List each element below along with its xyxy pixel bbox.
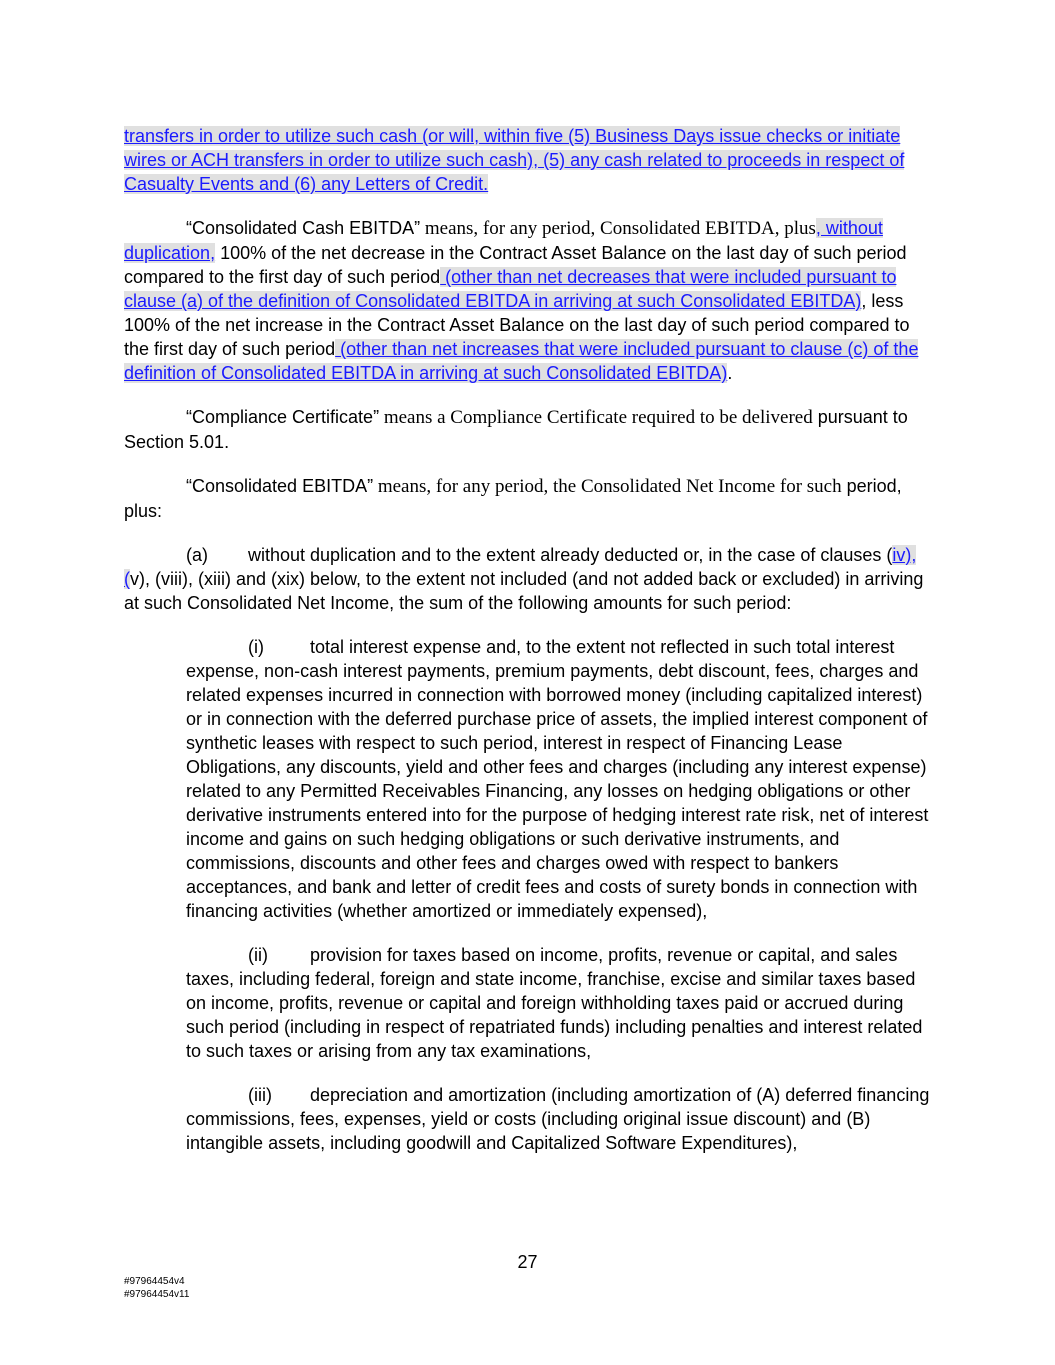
item-ii: (ii) provision for taxes based on income, profits, revenue or capital, and sales taxes, including federal, foreign and state income, franchise, excise and similar taxes based on income, profits, revenue or capital and foreign withholding taxes paid or accrued during such period (including in respect of repatriated funds) including penalties and interest related to such taxes or arising from any tax examinations,	[186, 945, 923, 1061]
item-label: (i)	[248, 637, 264, 657]
inserted-text: , without duplication,	[124, 218, 883, 263]
document-body	[124, 124, 930, 1175]
inserted-text: (other than net increases that were included pursuant to clause (c) of the definition of Consolidated EBITDA in arriving at such Consolidated EBITDA)	[124, 339, 919, 383]
item-i: (i) total interest expense and, to the extent not reflected in such total interest expense, non-cash interest payments, premium payments, debt discount, fees, charges and related expenses incurred in connection with borrowed money (including capitalized interest) or in connection with the deferred purchase price of assets, the implied interest component of synthetic leases with respect to such period, interest in respect of Financing Lease Obligations, any discounts, yield and other fees and charges (including any interest expense) related to any Permitted Receivables Financing, any losses on hedging obligations or other derivative instruments entered into for the purpose of hedging interest rate risk, net of interest income and gains on such hedging obligations or such derivative instruments, and commissions, discounts and other fees and charges owed with respect to bankers acceptances, and bank and letter of credit fees and costs of surety bonds in connection with financing activities (whether amortized or immediately expensed),	[186, 637, 929, 921]
defined-term: “Consolidated EBITDA”	[186, 476, 374, 496]
document-id	[124, 1275, 189, 1301]
clause-label: (a)	[186, 545, 208, 565]
definition-consolidated-cash-ebitda: “Consolidated Cash EBITDA” means, for any period, Consolidated EBITDA, plus, without duplication, 100% of the net decrease in the Contract Asset Balance on the last day of such period compared to the first day of such period (other than net decreases that were included pursuant to clause (a) of the definition of Consolidated EBITDA in arriving at such Consolidated EBITDA), less 100% of the net increase in the Contract Asset Balance on the last day of such period compared to the first day of such period (other than net increases that were included pursuant to clause (c) of the definition of Consolidated EBITDA in arriving at such Consolidated EBITDA).	[124, 218, 919, 383]
item-label: (ii)	[248, 945, 268, 965]
inserted-text: (other than net decreases that were included pursuant to clause (a) of the definition of Consolidated EBITDA in arriving at such Consolidated EBITDA)	[124, 267, 897, 311]
document-id-line: #97964454v4	[124, 1276, 185, 1287]
document-id-line: #97964454v11	[124, 1289, 190, 1300]
defined-term: “Consolidated Cash EBITDA”	[186, 218, 421, 238]
clause-a: (a) without duplication and to the extent already deducted or, in the case of clauses (iv), (v), (viii), (xiii) and (xix) below, to the extent not included (and not added back or excluded) in arriving at such Consolidated Net Income, the sum of the following amounts for such period:	[124, 545, 924, 613]
inserted-text: iv), (	[124, 545, 917, 589]
page-number: 27	[517, 1252, 538, 1272]
item-iii: (iii) depreciation and amortization (including amortization of (A) deferred financing commissions, fees, expenses, yield or costs (including original issue discount) and (B) intangible assets, including goodwill and Capitalized Software Expenditures),	[186, 1085, 930, 1153]
defined-term: “Compliance Certificate”	[186, 407, 380, 427]
paragraph-cash-exclusions	[124, 124, 930, 196]
definition-consolidated-ebitda: “Consolidated EBITDA” means, for any period, the Consolidated Net Income for such period, plus:	[124, 476, 902, 521]
inserted-text: transfers in order to utilize such cash (or will, within five (5) Business Days issue checks or initiate wires or ACH transfers in order to utilize such cash), (5) any cash related to proceeds in respect of Casualty Events and (6) any Letters of Credit.	[124, 126, 905, 194]
item-label: (iii)	[248, 1085, 272, 1105]
definition-compliance-certificate: “Compliance Certificate” means a Compliance Certificate required to be delivered pursuant to Section 5.01.	[124, 407, 908, 452]
